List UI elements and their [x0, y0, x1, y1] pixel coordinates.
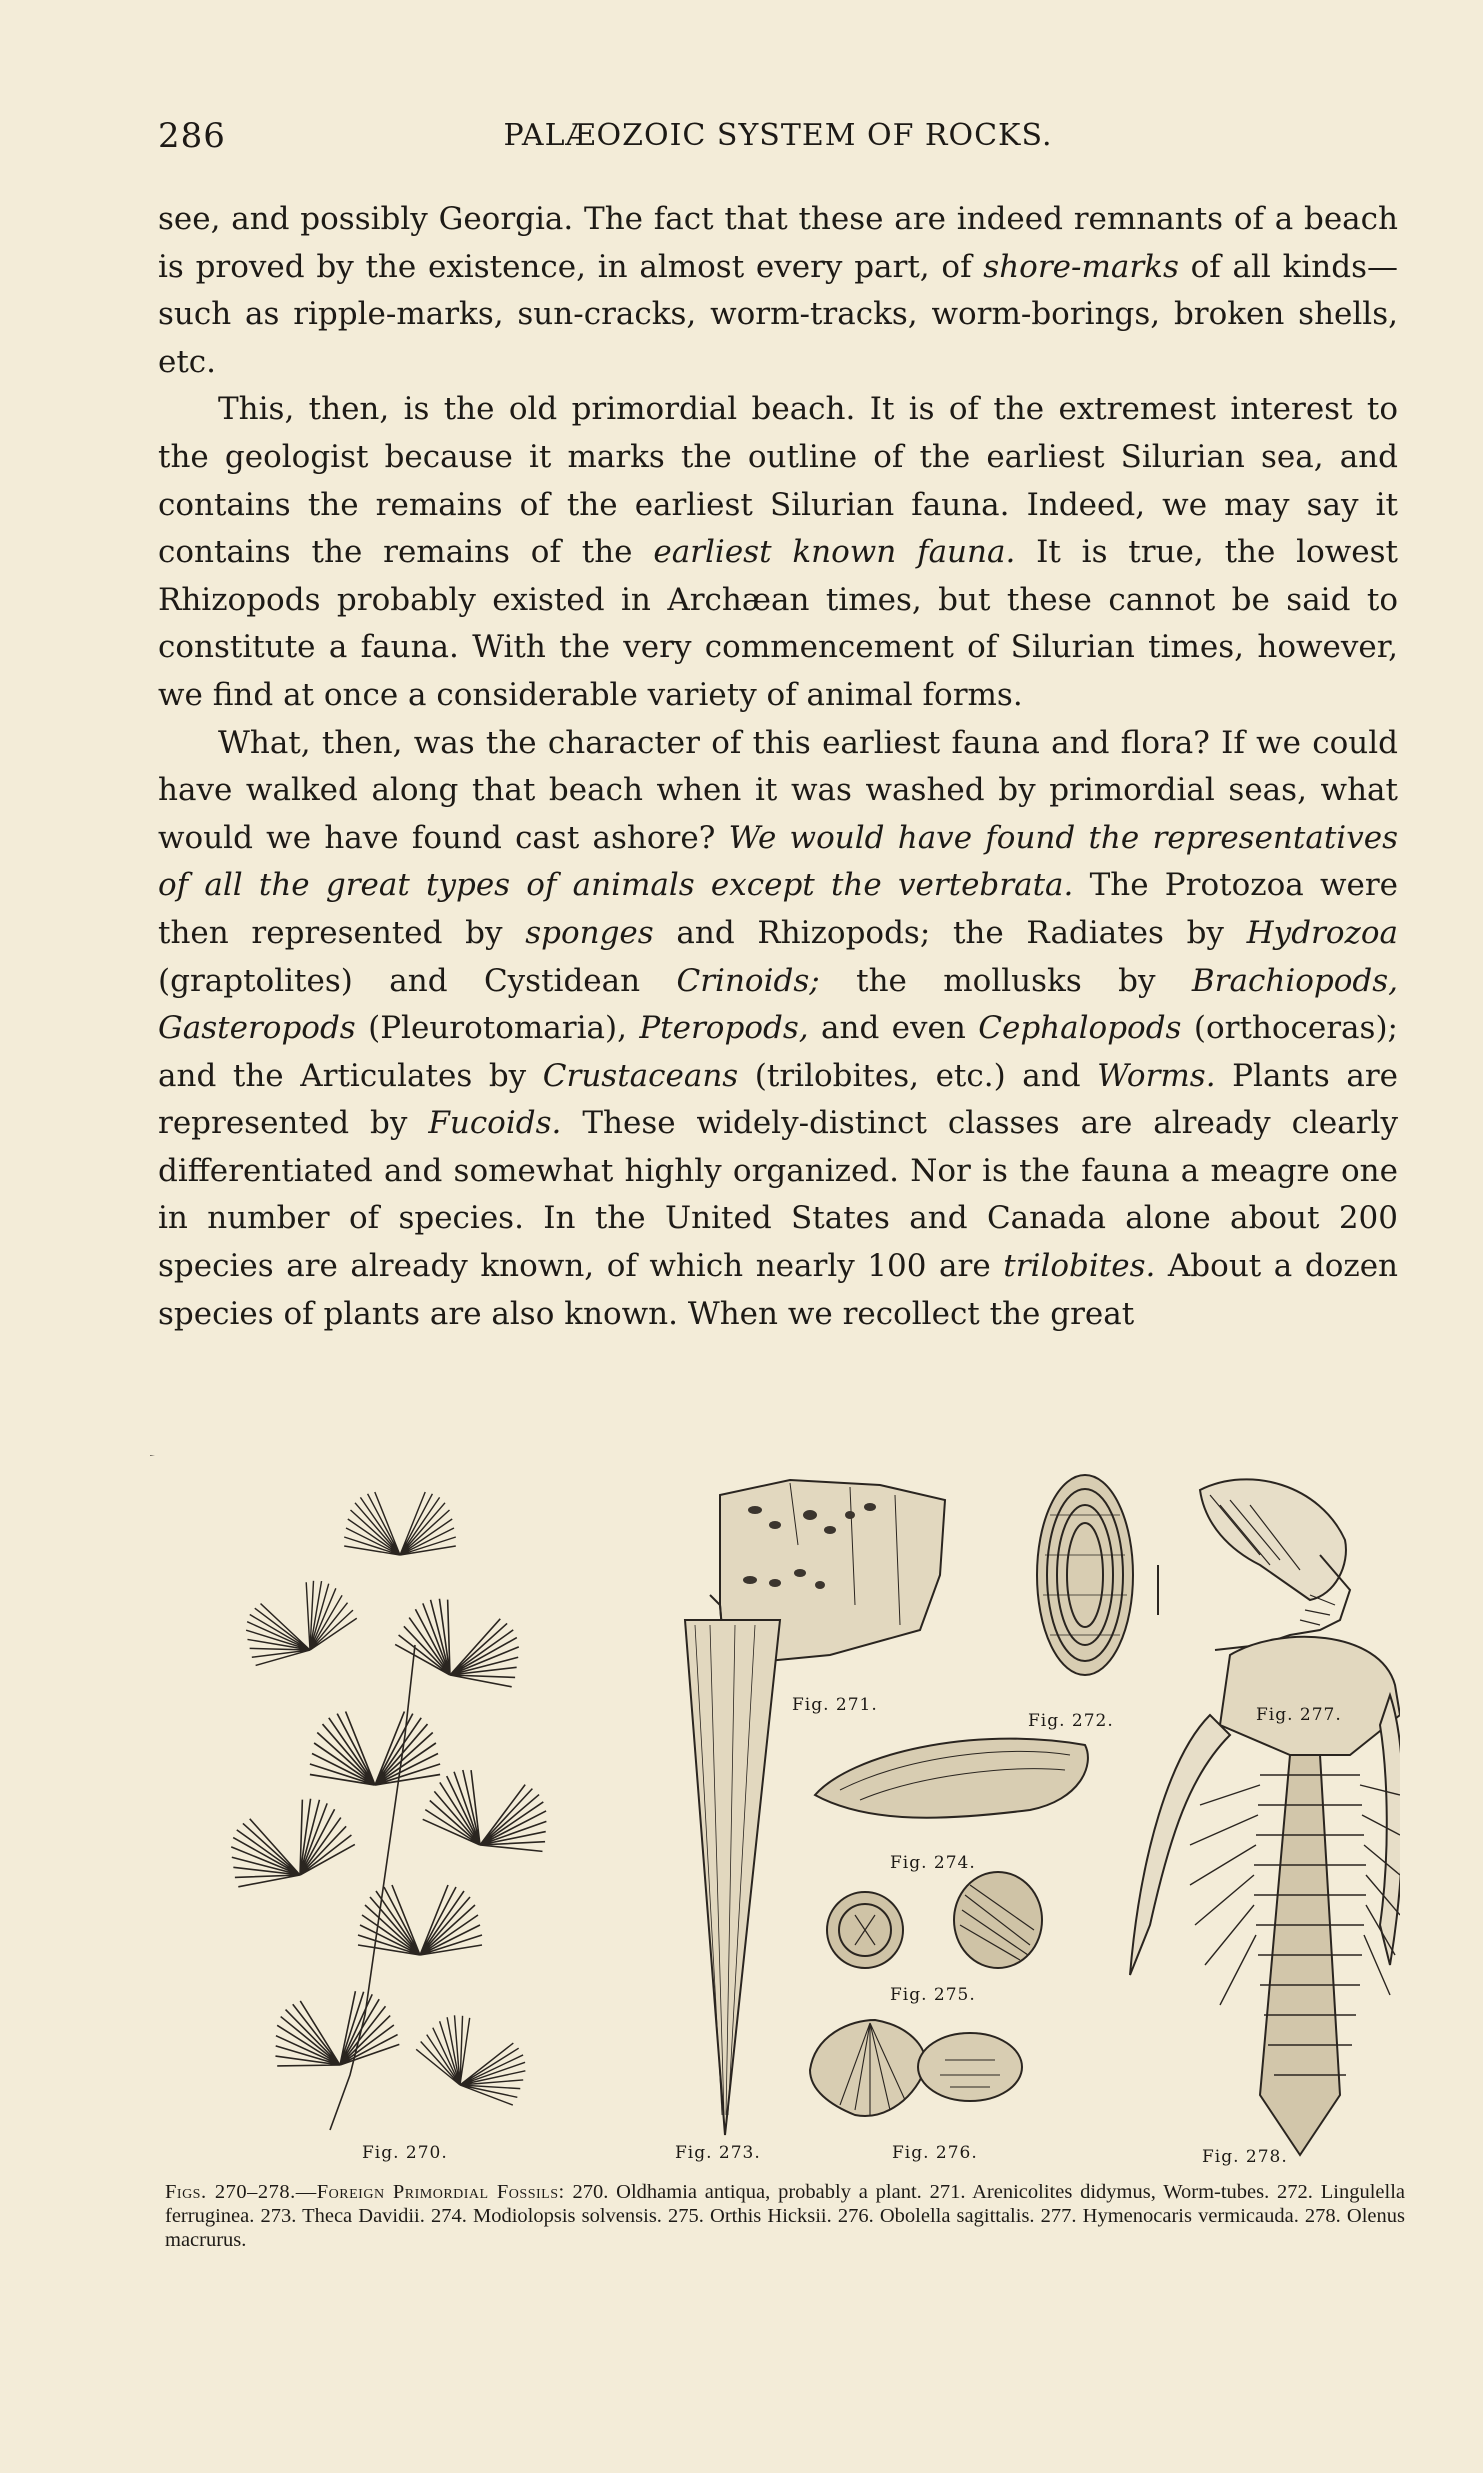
italic-run: We would have found the representatives of all the great types of animals except the vertebrata. — [158, 819, 1398, 904]
text-run: These widely-distinct classes are already clearly differentiated and somewhat highly organized. Nor is the fauna a meagre one in number of species. In the United States and Canada alone about 200 species are already known, of which nearly 100 are — [158, 1105, 1399, 1285]
italic-run: Cephalopods — [978, 1010, 1182, 1047]
text-run: About a dozen species of plants are also known. When we recollect the great — [158, 1248, 1399, 1332]
theca-tube-illustration — [685, 1620, 780, 2135]
paragraph-2 — [158, 386, 1398, 719]
text-run: (graptolites) and Cystidean — [158, 962, 677, 999]
fossil-engraving — [150, 1455, 1400, 2170]
text-run: The Protozoa were then represented by — [158, 867, 1398, 951]
paragraph-3 — [158, 720, 1398, 1339]
text-run: the mollusks by — [819, 962, 1192, 999]
figure-label: Fig. 276. — [892, 2143, 978, 2163]
italic-run: Pteropods, — [639, 1010, 809, 1047]
text-run: and even — [808, 1010, 979, 1047]
italic-run: sponges — [525, 914, 654, 951]
figure-caption — [165, 2180, 1405, 2252]
paragraph-1 — [158, 196, 1398, 386]
italic-run: Crinoids; — [676, 962, 820, 999]
caption-lead: Figs. 270–278.—Foreign Primordial Fossils: — [165, 2181, 565, 2203]
text-run: What, then, was the character of this earliest fauna and flora? If we could have walked along that beach when it was washed by primordial seas, what would we have found cast ashore? — [158, 724, 1398, 856]
orthis-shells-illustration — [827, 1872, 1042, 1968]
body-text — [158, 196, 1398, 1338]
figure-label: Fig. 274. — [890, 1853, 976, 1873]
text-run: (Pleurotomaria), — [355, 1010, 640, 1047]
caption-text: 270. Oldhamia antiqua, probably a plant. 271. Arenicolites didymus, Worm-tubes. 272. Lingulella ferruginea. 273. Theca Davidii. 274. Modiolopsis solvensis. 275. Orthis Hicksii. 276. Obolella sagittalis. 277. Hymenocaris vermicauda. 278. Olenus macrurus. — [165, 2181, 1405, 2251]
italic-run: Worms. — [1097, 1057, 1216, 1094]
text-run: (orthoceras); and the Articulates by — [158, 1010, 1398, 1094]
page-header — [158, 116, 1398, 160]
lingulella-shell-illustration — [1037, 1475, 1158, 1675]
fossil-figures — [150, 1455, 1400, 2170]
modiolopsis-shell-illustration — [815, 1739, 1088, 1818]
text-run: see, and possibly Georgia. The fact that these are indeed remnants of a beach is proved by the existence, in almost every part, of — [158, 201, 1398, 285]
running-head: PALÆOZOIC SYSTEM OF ROCKS. — [503, 118, 1053, 153]
figure-label: Fig. 278. — [1202, 2147, 1288, 2167]
figure-label: Fig. 271. — [792, 1695, 878, 1715]
oldhamia-fossil-illustration — [150, 1455, 558, 2130]
figure-label: Fig. 275. — [890, 1985, 976, 2005]
text-run: (trilobites, etc.) and — [738, 1057, 1098, 1094]
italic-run: Fucoids. — [428, 1105, 562, 1142]
text-run: Plants are represented by — [158, 1057, 1398, 1142]
italic-run: Brachiopods, Gasteropods — [158, 962, 1399, 1047]
hymenocaris-fossil-illustration — [1200, 1479, 1350, 1650]
obolella-shells-illustration — [810, 2020, 1022, 2116]
italic-run: trilobites. — [1003, 1248, 1156, 1285]
italic-run: Hydrozoa — [1246, 914, 1398, 951]
italic-run: earliest known fauna. — [653, 534, 1016, 571]
text-run: of all kinds—such as ripple-marks, sun-cracks, worm-tracks, worm-borings, broken shells, etc. — [158, 248, 1398, 380]
text-run: It is true, the lowest Rhizopods probably existed in Archæan times, but these cannot be said to constitute a fauna. With the very commencement of Silurian times, however, we find at once a considerable variety of animal forms. — [158, 534, 1398, 713]
figure-label: Fig. 277. — [1256, 1705, 1342, 1725]
italic-run: Crustaceans — [542, 1057, 739, 1094]
text-run: and Rhizopods; the Radiates by — [653, 914, 1247, 951]
figure-label: Fig. 270. — [362, 2143, 448, 2163]
text-run: This, then, is the old primordial beach. It is of the extremest interest to the geologist because it marks the outline of the earliest Silurian sea, and contains the remains of the earliest Silurian fauna. Indeed, we may say it contains the remains of the — [158, 391, 1398, 571]
page-number: 286 — [158, 116, 226, 156]
italic-run: shore-marks — [983, 248, 1179, 285]
figure-label: Fig. 272. — [1028, 1711, 1114, 1731]
figure-label: Fig. 273. — [675, 2143, 761, 2163]
